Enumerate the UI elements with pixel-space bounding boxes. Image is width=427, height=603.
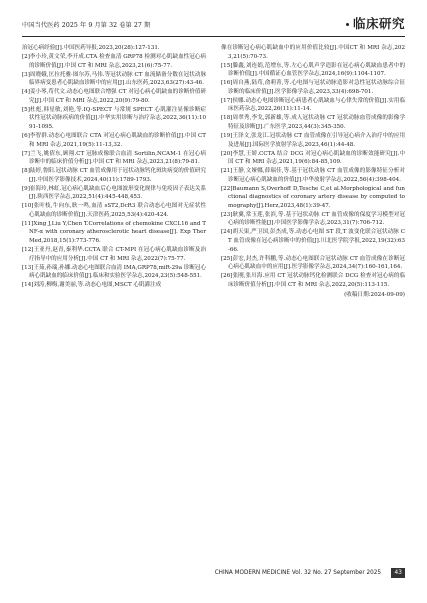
reference-entry: [23]耿翼,常玉莲,张滨,等.基于冠状动脉 CT 血管成像的保度学习模型对冠心病的诊断性能[J].中国医学影像学杂志,2023,31(7):706-712.	[221, 211, 405, 227]
references-left-column	[22, 44, 206, 290]
reference-entry: [8]陆婷,鲁阳.冠状动脉 CT 血管成像用于冠状动脉钙化斑块病变的价值研究[J].中国医学影像技术,2024,40(11):1789-1793.	[22, 168, 206, 183]
section-bullet-icon	[346, 23, 349, 26]
reference-entry: [9]崔海玲,林虹.冠心病心肌缺血后心电图波形变化规律与免疫因子表达关系[J].陕西医学杂志,2022,51(4):445-448,453.	[22, 185, 206, 201]
reference-entry: [15]滕鑫,刘连娟,范增东,等.左心心肌声学造影在冠心病心肌缺血患者中的诊断价值[J].中国循证心血管医学杂志,2024,16(9):1104-1107.	[221, 62, 405, 78]
reference-entry: [20]李慧,王娇.CCTA 结合 DCG 对冠心病心肌缺血的诊断效能研究[J].中国 CT 和 MRI 杂志,2021,19(6):84-85,109.	[221, 150, 405, 166]
reference-entry: [22]Baumann S,Overhoff D,Tesche C,et al.Morphological and functional diagnostics of coronary artery disease by computed tomography[J].Herz,2023,48(1):39-47.	[221, 185, 405, 209]
reference-entry: 像在诊断冠心病心肌缺血中的应用价值比较[J].中国CT 和 MRI 杂志,2023,21(5):70-73.	[221, 45, 405, 60]
reference-entry: [5]杜彪,韩星敏,刘艳,等.IQ-SPECT 与常规 SPECT 心肌灌注显像诊断症状性冠状动脉疾病的价值[J].中华实用诊断与治疗杂志,2022,36(11):1091-1095.	[22, 106, 206, 130]
page-number: 43	[391, 568, 405, 578]
reference-entry: [16]周自燕,陆苟,俞莉菁,等.心电图与冠状动脉造影对急性冠状动脉综合征诊断的临床价值[J].医学影像学杂志,2023,33(4):698-701.	[221, 80, 405, 95]
reference-entry: [7]兰飞,姚倩东,顾翔.CT 冠脉成像联合血清 Sortilin,NCAM-1 在冠心病诊断中的临床价值分析[J].中国 CT 和 MRI 杂志,2023,21(8):79-81.	[22, 150, 206, 166]
header-rule	[22, 36, 405, 37]
reference-entry: [18]周翠秀,李戈,郭新雄,等.成人冠状动脉 CT 冠状动脉血管成像的影像学特征及诊断[J].广东医学,2023,44(3):345-350.	[221, 115, 405, 130]
reference-entry: [13]王茹,孙瑞,孙娜.动态心电图联合血清 IMA,GRP78,miR-29a 诊断冠心病心肌缺血的临床价值[J].临床和实验医学杂志,2024,23(5):548-551.	[22, 264, 206, 280]
reference-entry: 治冠心病经验[J].中国医药导报,2023,20(28):127-131.	[22, 45, 160, 51]
section-title	[346, 14, 405, 32]
section-title-text: 临床研究	[352, 16, 405, 31]
reference-entry: [4]姜小琴,苟代文.动态心电图联合增强 CT 对冠心病心肌缺血的诊断价值研究[J].中国 CT 和 MRI 杂志,2022,20(9):79-80.	[22, 89, 206, 104]
reference-entry: [11]Xing J,Liu Y,Chen T.Correlations of chemokine CXCL16 and TNF-α with coronary atherosclerotic heart disease[J]. Exp Ther Med,2018,15(1):773-776.	[22, 220, 206, 245]
reference-entry: [21]王静,文娅娜,薛瑞佳,等.基于冠状动脉 CT 血管成像的影像特征分析对诊断冠心病心肌缺血的价值[J].中华放射学杂志,2022,56(4):398-404.	[221, 168, 405, 183]
reference-entry: [19]王泽文,张龙江.冠状动脉 CT 血管成像在引导冠心病介入治疗中的应用及进展[J].国际医学放射学杂志,2023,46(1):44-48.	[221, 132, 405, 148]
reference-entry: [24]胡天果,严卫国,彭杰成,等.动态心电图 ST 段,T 波变化联合冠状动脉 CT 血管成像在冠心病诊断中的价值[J].川北医学院学报,2022,19(32):63-66.	[221, 229, 405, 253]
received-date: (收稿日期:2024-09-09)	[344, 292, 405, 299]
reference-entry: [26]张刚,张川海.应用 CT 冠状动脉钙化检测联合 DCG 检查对冠心病的临床诊断价值分析[J].中国 CT 和 MRI 杂志,2022,20(5):113-115.	[221, 273, 405, 288]
reference-entry: [3]周晓娥,匡拉托雅·图尔苏,马伟.等冠状动脉 CT 血流储备分数在冠状动脉临界病变患者心肌缺血诊断中的应用[J].山东医药,2023,63(27):43-46.	[22, 71, 206, 87]
reference-entry: [17]侯娜.动态心电图诊断冠心病患者心肌缺血与心律失常的价值[J].实用临床医药杂志,2022,26(11):11-14.	[221, 97, 405, 113]
reference-entry: [25]彭宏,封杰,许科鹏,等.动态心电图联合冠状动脉 CT 血管成像在诊断冠心病心肌缺血中的应用[J].医学影像学杂志,2024,34(7):160-161,164.	[221, 255, 405, 271]
reference-entry: [6]李智群.动态心电图联合 CTA 对冠心病心肌缺血的诊断价值[J].中国 CT 和 MRI 杂志,2021,19(5):11-13,32.	[22, 132, 206, 148]
reference-entry: [14]刘涛,柳梅,谢美丽,等.动态心电图,MSCT 心肌灌注成	[22, 282, 162, 289]
page-header	[22, 12, 405, 36]
page-footer	[22, 568, 405, 580]
references-right-column	[221, 44, 405, 300]
reference-entry: [2]李小玲,黄文荣,李开成.CTA 检查血清 GRP78 检测对心肌缺血性冠心病的诊断价值[J].中国 CT 和 MRI 杂志,2023,21(6):75-77.	[22, 54, 206, 69]
reference-entry: [10]张叶枝,牛向东,耿一鸣,血清 sST2,DcR3 联合动态心电图对无症状性心肌缺血的诊断价值[J].天津医药,2025,53(4):420-424.	[22, 203, 206, 218]
reference-entry: [12]王亚丹,赵青,秦利华.CCTA 联合 CT-MPI 在冠心病心肌缺血诊断及治疗指导中的应用分析[J].中国 CT 和 MRI 杂志,2022(7):75-77.	[22, 247, 206, 262]
footer-journal-info: CHINA MODERN MEDICINE Vol. 32 No. 27 September 2025	[214, 570, 381, 576]
journal-issue-info: 中国当代医药 2025 年 9 月第 32 卷第 27 期	[22, 22, 151, 29]
